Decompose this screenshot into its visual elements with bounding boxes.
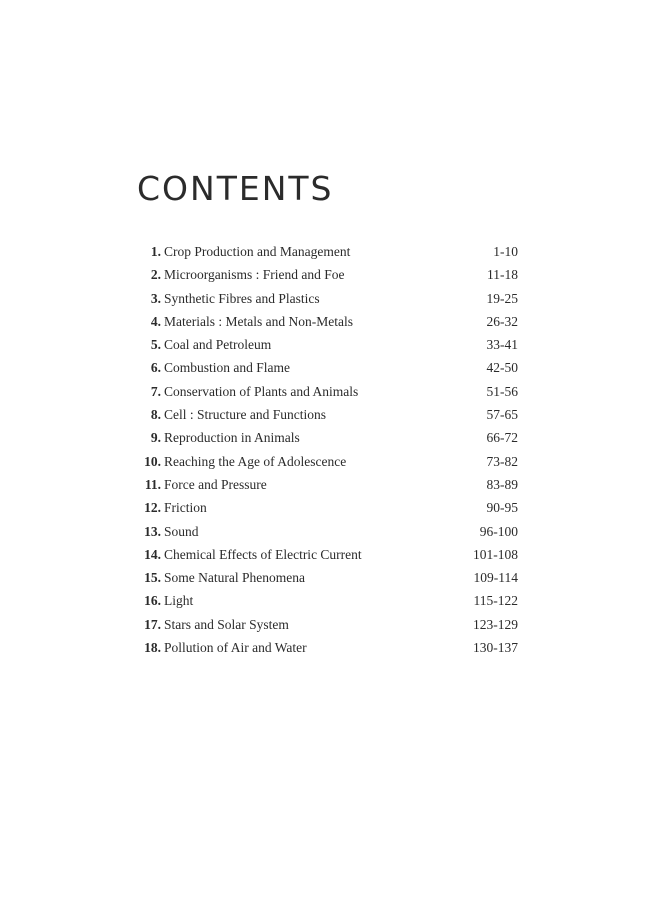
chapter-title: Sound (164, 523, 199, 539)
page-range: 96-100 (479, 523, 518, 539)
chapter-number: 5. (150, 337, 161, 353)
chapter-number: 14. (144, 546, 161, 562)
toc-entry (137, 496, 521, 519)
chapter-number: 9. (150, 430, 161, 446)
page-range: 123-129 (473, 616, 518, 632)
toc-entry (137, 473, 521, 496)
page-range: 101-108 (473, 546, 518, 562)
table-of-contents (137, 240, 521, 659)
chapter-number: 8. (150, 407, 161, 423)
toc-entry (137, 310, 521, 333)
chapter-number: 15. (144, 570, 161, 586)
chapter-title: Light (164, 593, 194, 609)
chapter-title: Reaching the Age of Adolescence (164, 453, 347, 469)
toc-entry (137, 380, 521, 403)
toc-entry (137, 450, 521, 473)
chapter-title: Coal and Petroleum (164, 337, 272, 353)
toc-entry (137, 287, 521, 310)
page-range: 109-114 (473, 570, 518, 586)
chapter-number: 10. (144, 453, 161, 469)
chapter-title: Force and Pressure (164, 476, 267, 492)
chapter-title: Pollution of Air and Water (164, 640, 307, 656)
page-range: 66-72 (486, 430, 518, 446)
chapter-number: 18. (144, 640, 161, 656)
toc-entry (137, 566, 521, 589)
chapter-number: 11. (144, 476, 161, 492)
page-range: 115-122 (473, 593, 518, 609)
chapter-number: 12. (144, 500, 161, 516)
chapter-number: 7. (150, 383, 161, 399)
toc-entry (137, 520, 521, 543)
toc-entry (137, 426, 521, 449)
page-range: 73-82 (486, 453, 518, 469)
page-range: 33-41 (486, 337, 518, 353)
toc-entry (137, 543, 521, 566)
chapter-title: Chemical Effects of Electric Current (164, 546, 362, 562)
page-range: 90-95 (486, 500, 518, 516)
page-range: 26-32 (486, 313, 518, 329)
toc-entry (137, 613, 521, 636)
toc-entry (137, 356, 521, 379)
toc-entry (137, 240, 521, 263)
chapter-number: 6. (150, 360, 161, 376)
chapter-title: Combustion and Flame (164, 360, 290, 376)
page-range: 42-50 (486, 360, 518, 376)
contents-heading: CONTENTS (137, 169, 334, 208)
chapter-number: 3. (150, 290, 161, 306)
toc-entry (137, 263, 521, 286)
chapter-title: Conservation of Plants and Animals (164, 383, 359, 399)
toc-entry (137, 636, 521, 659)
toc-entry (137, 333, 521, 356)
chapter-title: Crop Production and Management (164, 244, 351, 259)
chapter-title: Materials : Metals and Non-Metals (164, 313, 353, 329)
chapter-title: Some Natural Phenomena (164, 570, 305, 586)
chapter-title: Stars and Solar System (164, 616, 289, 632)
chapter-title: Reproduction in Animals (164, 430, 300, 446)
page-range: 57-65 (486, 407, 518, 423)
page-range: 83-89 (486, 476, 518, 492)
chapter-number: 16. (144, 593, 161, 609)
chapter-number: 17. (144, 616, 161, 632)
page-range: 51-56 (486, 383, 518, 399)
chapter-number: 13. (144, 523, 161, 539)
page-range: 11-18 (487, 267, 518, 283)
page-range: 19-25 (486, 290, 518, 306)
chapter-number: 2. (150, 267, 161, 283)
chapter-title: Synthetic Fibres and Plastics (164, 290, 320, 306)
chapter-title: Microorganisms : Friend and Foe (164, 267, 345, 283)
chapter-title: Cell : Structure and Functions (164, 407, 326, 423)
chapter-title: Friction (164, 500, 207, 516)
chapter-number: 1. (150, 244, 161, 259)
toc-entry (137, 589, 521, 612)
chapter-number: 4. (150, 313, 161, 329)
page-range: 1-10 (493, 244, 518, 259)
toc-entry (137, 403, 521, 426)
page-range: 130-137 (473, 640, 518, 656)
